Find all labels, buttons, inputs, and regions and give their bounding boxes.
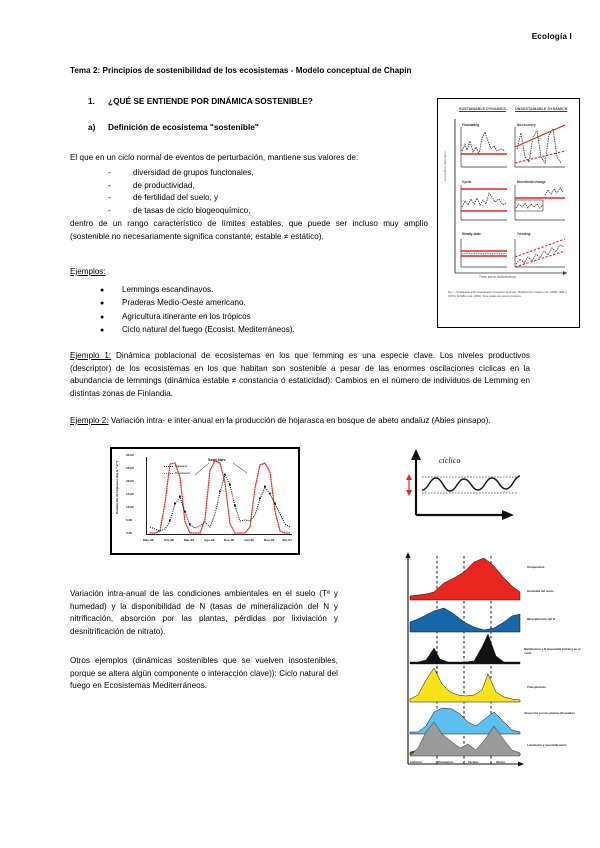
fig-top-panel-label-1: No-recovery [517,123,536,127]
fig-top-panel-label-3: Directional change [517,180,546,184]
list-marker: a) [88,122,96,132]
list-item [100,324,430,337]
bullet-icon: ● [100,287,105,294]
e2-xtick-4: Ene-00 [224,538,235,542]
list-item-label: de fertilidad del suelo, y [133,193,219,203]
list-item [108,167,438,180]
ejemplos-heading: Ejemplos: [70,267,106,276]
list-item [88,96,468,106]
panel-label-humedad: Humedad del suelo [527,589,554,593]
e2-ytick-10: 10,00 [126,505,134,509]
figure-seasonal-panels [400,552,590,782]
e2-ytick-15: 15,00 [126,492,134,496]
figure-sustainable-dynamics [437,98,580,328]
list-item [100,311,430,324]
paragraph-otros-ejemplos: Otros ejemplos (dinámicas sostenibles que se vuelven insostenibles, porque se altera algún componente o interacción clave)): Ciclo natural del fuego en Ecosistemas Mediterráneos. [70,656,338,691]
list-item-label: Praderas Medio-Oeste americano. [122,298,246,308]
ejemplo1-text: Dinámica poblacional de ecosistemas en los que lemming es una especie clave. Los niveles productivos (descriptor) de los ecosistemas en los que habitan son sostenible a pesar de las enormes oscilaciones cíclicas en la abundancia de lemmings (dinámica estable ≠ constancia ó estaticidad): Cambios en el número de individuos de Lemming en distintas zonas de Finlandia. [70,351,530,398]
e2-xtick-5: Jun-00 [244,538,254,542]
fig-top-ylabel: Ecosystem descriptor [443,151,447,181]
ejemplo2-label: Ejemplo 2: [70,416,109,425]
panel-label-absorcion: Absorción por las plantas (N-uptake) [524,711,575,715]
list-item-label: de productividad, [133,180,195,190]
fig-top-panel-label-5: Trending [517,232,531,236]
e2-ytick-20: 20,00 [126,479,134,483]
season-tick-otono: Otoño [496,760,506,764]
panel-label-transpiracion: Transpiración [527,685,546,689]
list-item-label: de tasas de ciclo biogeoquímico, [133,205,251,215]
e2-ylabel: Producción de hojarasca (mg.m⁻².d⁻¹) [115,461,119,514]
list-item-label: Ciclo natural del fuego (Ecosist. Mediterráneos). [122,325,295,335]
bullet-list [100,284,430,338]
panel-label-lixiviacion: Lixiviación y desnitrificación [527,743,567,747]
list-item-label: diversidad de grupos funcionales, [133,168,254,177]
panel-label-temperatura: Temperatura [527,565,545,569]
paragraph-rango: dentro de un rango característico de límites estables, que puede ser incluso muy amplio (sostenible no necesariamente significa constante; estable ≠ estático). [70,219,428,241]
page-title: Tema 2: Principios de sostenibilidad de los ecosistemas - Modelo conceptual de Chapín [70,66,412,75]
list-item [100,297,430,310]
season-tick-verano: Verano [468,760,479,764]
e2-legend-item-0: Hojarasca [164,465,187,468]
e2-xtick-3: Ago-99 [204,538,215,542]
e2-xtick-0: May-98 [143,538,154,542]
panel-label-mineralizacion: Mineralización del N [527,617,555,621]
fig-top-panel-label-0: Fluctuating [462,123,480,127]
paragraph-variacion: Variación intra-anual de las condiciones ambientales en el suelo (Tª y humedad) y la disponibilidad de N (tasas de mineralización del N y nitrificación, absorción por las plantas, pérdidas por lixiviación y desnitrificación de nitrato). [70,589,338,636]
page-header-course: Ecología I [531,32,572,41]
dash-marker: - [108,205,111,215]
fig-top-panel-label-2: Cyclic [462,180,472,184]
list-marker: 1. [88,96,95,106]
bullet-icon: ● [100,327,105,335]
list-item-label: Agricultura itinerante en los trópicos [122,311,251,321]
e2-xtick-6: Nov-00 [264,538,275,542]
paragraph-intro: El que en un ciclo normal de eventos de perturbación, mantiene sus valores de: [70,153,359,162]
figure-hojarasca-chart [110,447,300,555]
e2-series-svg [147,457,293,535]
dash-list [108,167,438,217]
e2-plot-area [146,457,292,535]
e2-annotation: Sept-Nov [208,457,226,462]
e2-ytick-25: 25,00 [126,466,134,470]
list-item [100,284,430,297]
fig-top-panels-svg [445,105,574,321]
e2-ytick-5: 5,00 [126,518,133,522]
list-item [108,180,438,193]
fig-top-xlabel: Time since disturbance [479,275,516,279]
e2-ytick-0: 0,00 [126,531,133,535]
dash-marker: - [108,193,111,203]
e2-xtick-2: Mar-99 [184,538,194,542]
fig-top-caption: Fig. — Sustainable and unsustainable ecosystem dynamics. Modified from Chapin et al. (1996), Holling (1973), Scheffer et al. (2001). Time scales vary among systems. [448,291,567,298]
e2-xtick-1: Oct-98 [164,538,174,542]
list-item [108,205,438,218]
season-tick-primavera: Primavera [438,760,453,764]
dash-marker: - [108,168,111,177]
ciclico-svg [400,445,548,530]
list-item-label: Definición de ecosistema "sostenible" [108,122,259,132]
fig-top-panel-label-4: Steady-state [462,232,481,236]
season-tick-invierno: Invierno [410,760,423,764]
fig-top-col-right-head: UNSUSTAINABLE DYNAMICS [515,107,568,111]
list-item-label: Lemmings escandinavos. [122,285,214,294]
ejemplo2-text: Variación intra- e inter-anual en la producción de hojarasca en bosque de abeto andaluz (Abies pinsapo). [108,416,491,425]
e2-ytick-30: 30,00 [126,453,134,457]
ciclico-label: cíclico [439,456,461,465]
list-item-label: ¿QUÉ SE ENTIENDE POR DINÁMICA SOSTENIBLE? [108,96,313,106]
figure-ciclico [400,445,548,530]
fig-top-col-left-head: SUSTAINABLE DYNAMICS [459,107,506,111]
ejemplo1-label: Ejemplo 1: [70,351,112,360]
list-item [108,192,438,205]
panel-label-nitrificacion: Nitrificación y N disponible (nitrato) en el suelo [524,647,581,655]
bullet-icon: ● [100,313,105,321]
e2-legend-item-1: Precipitación [164,472,190,475]
bullet-icon: ● [100,300,105,308]
list-item [88,122,468,132]
dash-marker: - [108,180,111,190]
paragraph-ejemplo2 [70,415,530,428]
paragraph-ejemplo1 [70,350,530,400]
e2-xtick-7: Abr-01 [282,538,292,542]
numbered-list [88,96,468,148]
